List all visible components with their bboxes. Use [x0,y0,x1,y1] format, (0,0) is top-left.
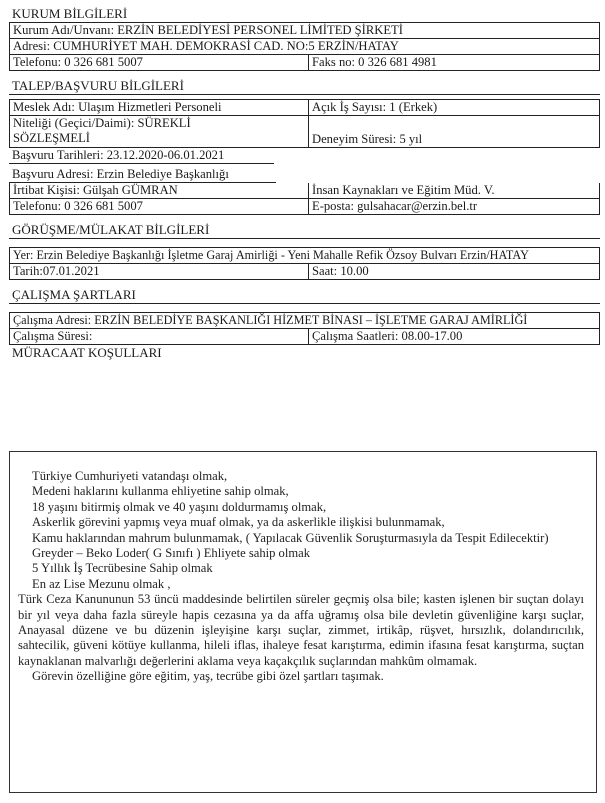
kurum-telefon: Telefonu: 0 326 681 5007 [13,55,143,69]
muracaat-item: Görevin özelliğine göre eğitim, yaş, tecrübe gibi özel şartları taşımak. [32,669,384,684]
talep-contact-row [9,199,600,215]
basvuru-tarihleri: Başvuru Tarihleri: 23.12.2020-06.01.2021 [9,148,274,164]
gorusme-tarih: Tarih:07.01.2021 [13,264,100,278]
kurum-faks: Faks no: 0 326 681 4981 [308,55,599,70]
muracaat-item: Askerlik görevini yapmış veya muaf olmak, ya da askerlikle ilişkisi bulunmamak, [32,515,445,530]
calisma-zaman-row [9,329,600,345]
acik-is-sayisi: Açık İş Sayısı: 1 (Erkek) [308,100,599,115]
meslek-adi: Meslek Adı: Ulaşım Hizmetleri Personeli [13,100,222,114]
kurum-adi: Kurum Adı/Unvanı: ERZİN BELEDİYESİ PERSONEL LİMİTED ŞİRKETİ [9,23,600,39]
muracaat-item: Kamu haklarından mahrum bulunmamak, ( Yapılacak Güvenlik Soruşturmasıyla da Tespit Edilecektir) [32,530,549,545]
gorusme-zaman-row [9,264,600,280]
niteligi [10,116,308,147]
muracaat-item: Türkiye Cumhuriyeti vatandaşı olmak, [32,469,228,483]
section-heading-kurum: KURUM BİLGİLERİ [9,5,600,23]
gorusme-saat: Saat: 10.00 [308,264,599,279]
calisma-saatleri: Çalışma Saatleri: 08.00-17.00 [308,329,599,344]
niteligi-line-2: SÖZLEŞMELİ [13,131,90,145]
deneyim-suresi: Deneyim Süresi: 5 yıl [308,116,599,147]
muracaat-item: Greyder – Beko Loder( G Sınıfı ) Ehliyete sahip olmak [32,546,311,561]
job-posting-form [9,5,600,360]
gorusme-yer: Yer: Erzin Belediye Başkanlığı İşletme Garaj Amirliği - Yeni Mahalle Refik Özsoy Bulvarı Erzin/HATAY [9,247,600,264]
kurum-adres: Adresi: CUMHURİYET MAH. DEMOKRASİ CAD. NO:5 ERZİN/HATAY [9,39,600,55]
section-heading-gorusme: GÖRÜŞME/MÜLAKAT BİLGİLERİ [9,221,600,239]
muracaat-item: 18 yaşını bitirmiş olmak ve 40 yaşını doldurmamış olmak, [32,499,327,514]
calisma-suresi: Çalışma Süresi: [13,329,93,343]
muracaat-paragraph: Türk Ceza Kanununun 53 üncü maddesinde belirtilen süreler geçmiş olsa bile; kasten işlenen bir suçtan dolayı bir yıl veya daha fazla süreyle hapis cezasına ya da affa uğramış olsa bile devletin güvenliğine karşı suçlar, Anayasal düzene ve bu düzenin işleyişine karşı suçlar, zimmet, irtikâp, rüşvet, hırsızlık, dolandırıcılık, sahtecilik, güveni kötüye kullanma, hileli iflas, ihaleye fesat karıştırma, edimin ifasına fesat karıştırma, suçtan kaynaklanan malvarlığı değerlerini aklama veya kaçakçılık suçlarından mahkûm olmamak. [18,592,584,668]
talep-eposta[interactable]: E-posta: gulsahacar@erzin.bel.tr [308,199,599,214]
muracaat-item: 5 Yıllık İş Tecrübesine Sahip olmak [32,561,213,576]
muracaat-kosullari-box [9,451,597,793]
irtibat-birim: İnsan Kaynakları ve Eğitim Müd. V. [308,183,599,198]
kurum-contact-row [9,55,600,71]
section-heading-muracaat: MÜRACAAT KOŞULLARI [12,345,162,360]
calisma-adresi: Çalışma Adresi: ERZİN BELEDİYE BAŞKANLIĞI HİZMET BİNASI – İŞLETME GARAJ AMİRLİĞİ [9,312,600,329]
talep-meslek-row [9,99,600,116]
irtibat-kisisi: İrtibat Kişisi: Gülşah GÜMRAN [13,183,178,197]
muracaat-item: Medeni haklarını kullanma ehliyetine sahip olmak, [32,484,289,499]
talep-telefon: Telefonu: 0 326 681 5007 [13,199,143,213]
talep-irtibat-row [9,183,600,199]
basvuru-adresi: Başvuru Adresi: Erzin Belediye Başkanlığı [9,167,276,183]
section-heading-calisma: ÇALIŞMA ŞARTLARI [9,286,600,304]
muracaat-item: En az Lise Mezunu olmak , [32,576,171,591]
talep-nitelik-row [9,116,600,148]
niteligi-line-1: Niteliği (Geçici/Daimi): SÜREKLİ [13,116,191,130]
section-heading-talep: TALEP/BAŞVURU BİLGİLERİ [9,77,600,95]
